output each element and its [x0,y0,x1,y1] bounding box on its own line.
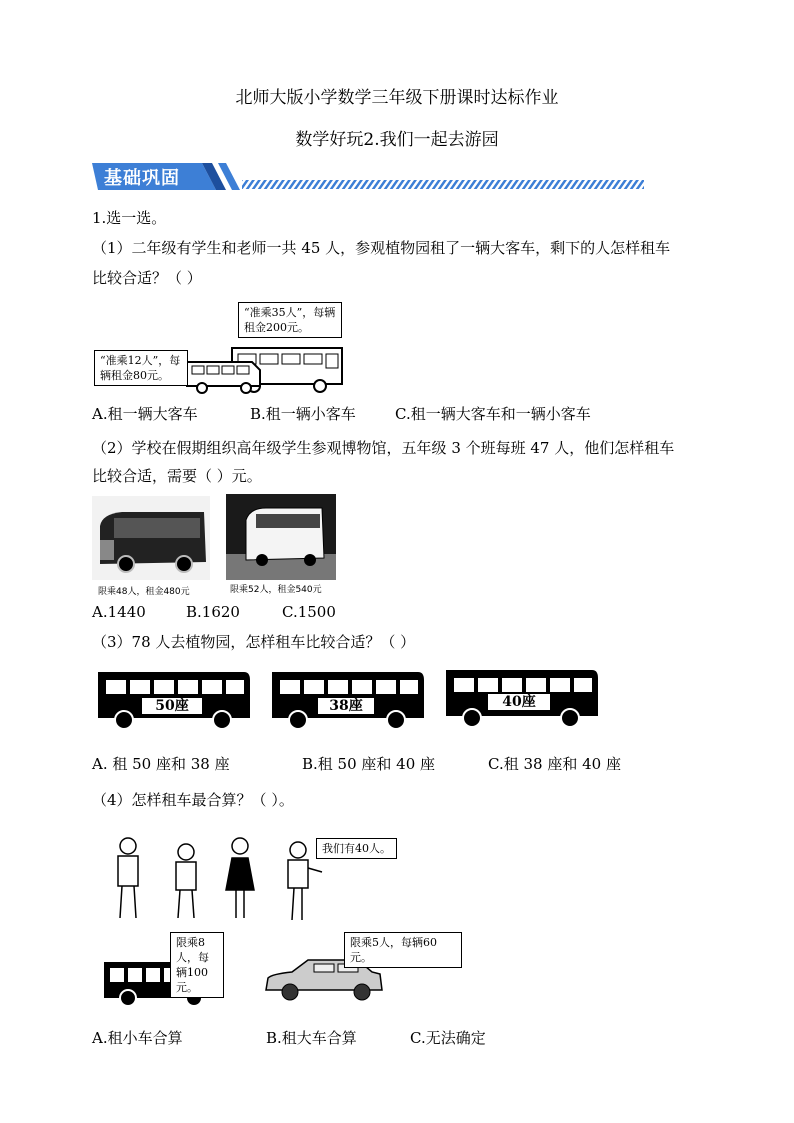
part4-option-a: A.租小车合算 [92,1029,183,1047]
part4-option-c: C.无法确定 [410,1029,486,1047]
question-label: 1.选一选。 [92,209,167,227]
part1-text-line2: 比较合适？（ ） [92,269,202,287]
part2-option-c: C.1500 [282,603,336,621]
page-subtitle: 数学好玩2.我们一起去游园 [295,130,499,150]
part2-text-line2: 比较合适，需要（ ）元。 [92,467,262,485]
part2-text-line1: （2）学校在假期组织高年级学生参观博物馆，五年级 3 个班每班 47 人，他们怎样租车 [92,439,675,457]
part3-option-b: B.租 50 座和 40 座 [302,755,436,773]
coach-caption-1: 限乘48人，租金480元 [98,587,190,597]
bus-40-seats [442,666,602,730]
coach-caption-2: 限乘52人，租金540元 [230,585,322,595]
bus-illustration-4 [100,932,224,1008]
bus-label-50: 50座 [155,698,189,714]
section-banner [92,160,652,194]
part1-text-line1: （1）二年级有学生和老师一共 45 人，参观植物园租了一辆大客车，剩下的人怎样租车 [92,239,671,257]
coach-photo-1 [92,496,210,596]
big-bus-bubble: “准乘35人”，每辆租金200元。 [238,302,342,338]
part4-text: （4）怎样租车最合算？（ ）。 [92,791,294,809]
bus-50-seats [94,668,254,732]
small-bus-bubble: “准乘12人”，每辆租金80元。 [94,350,188,386]
coach-photo-2 [226,494,336,596]
bus-38-seats [268,668,428,732]
bus-label-40: 40座 [502,694,536,710]
bus-label-38: 38座 [329,698,363,714]
children-illustration [108,832,398,926]
part1-option-a: A.租一辆大客车 [92,405,198,423]
part1-option-b: B.租一辆小客车 [250,405,356,423]
part3-option-a: A. 租 50 座和 38 座 [92,755,230,773]
section-label: 基础巩固 [104,168,180,189]
car-illustration [262,932,462,1012]
children-speech-bubble: 我们有40人。 [316,838,397,859]
part3-option-c: C.租 38 座和 40 座 [488,755,621,773]
bus-illustration-1 [92,300,352,396]
part2-option-a: A.1440 [92,603,146,621]
part1-option-c: C.租一辆大客车和一辆小客车 [395,405,591,423]
part3-text: （3）78 人去植物园，怎样租车比较合适？（ ） [92,633,416,651]
car-price-bubble: 限乘5人，每辆60元。 [344,932,462,968]
part4-option-b: B.租大车合算 [266,1029,357,1047]
part2-option-b: B.1620 [186,603,240,621]
page-title: 北师大版小学数学三年级下册课时达标作业 [235,88,559,108]
bus-price-bubble: 限乘8人，每辆100元。 [170,932,224,998]
